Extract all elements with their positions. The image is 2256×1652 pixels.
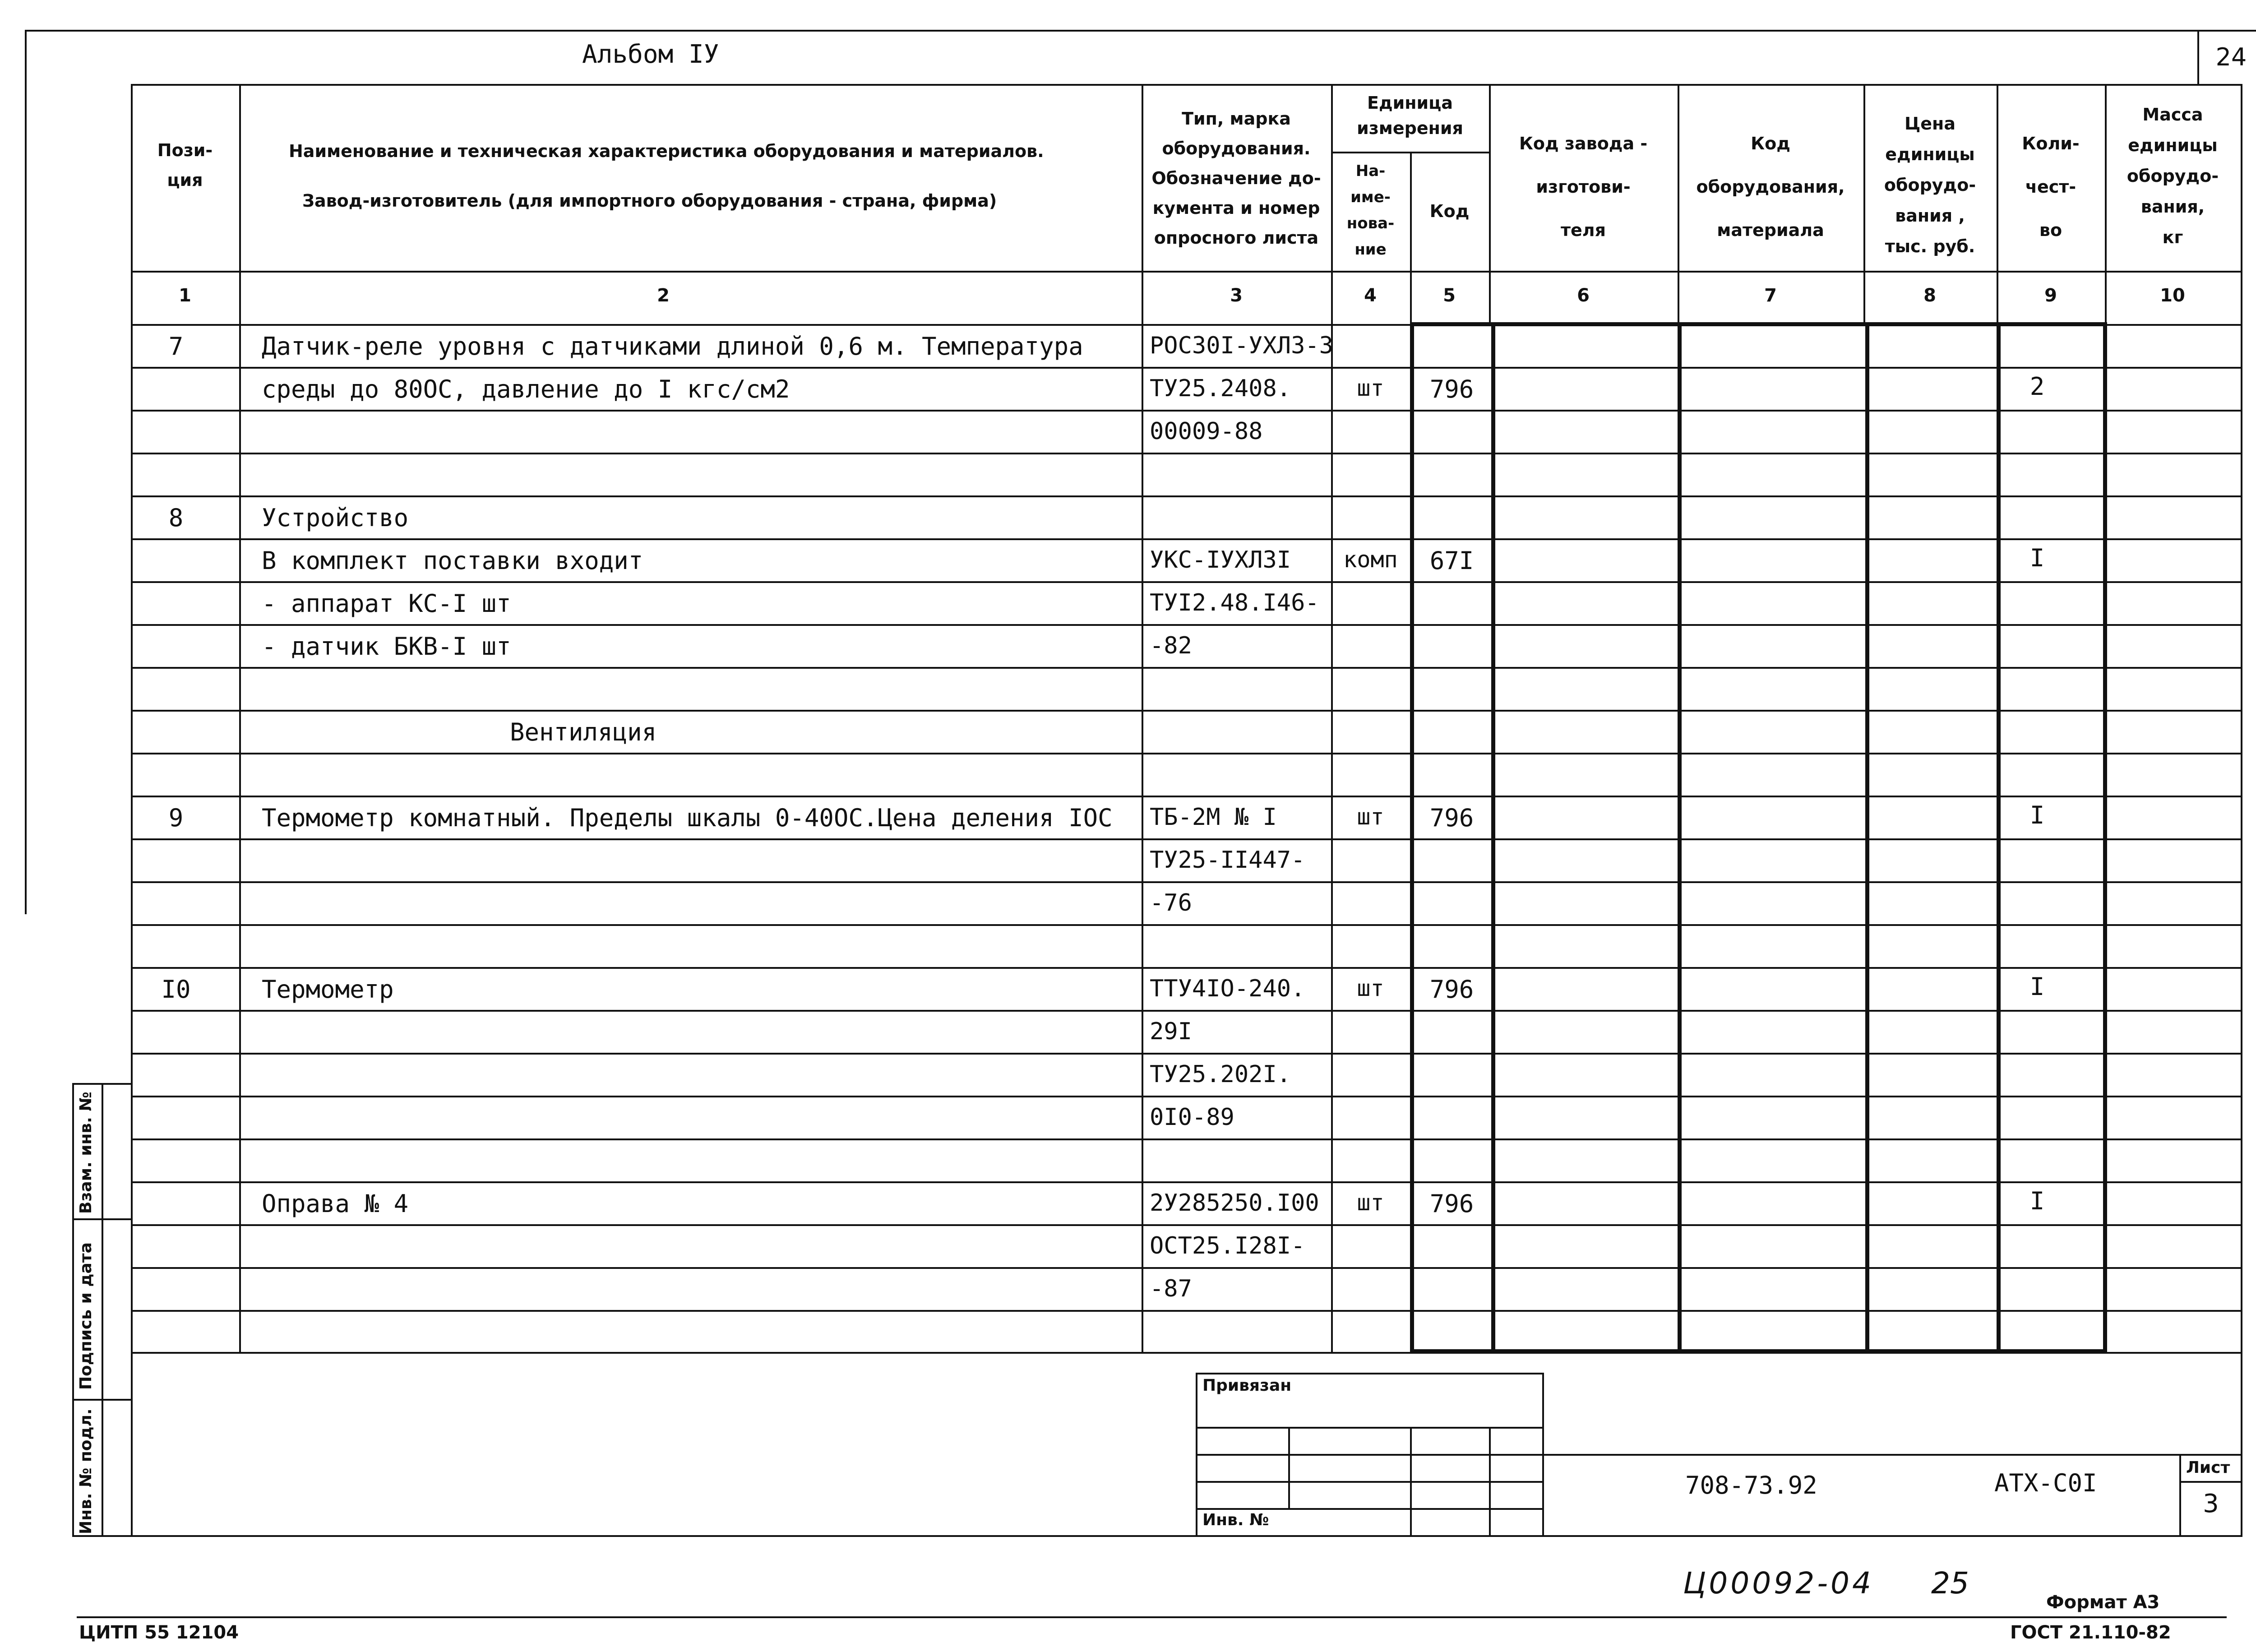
- header-equip-code: Код оборудования, материала: [1696, 134, 1845, 240]
- document-code: 708-73.92: [1685, 1471, 1817, 1499]
- row-type: 2У285250.I00: [1150, 1189, 1319, 1217]
- unit-group-divider: [1331, 152, 1489, 153]
- format-label: Формат А3: [2046, 1592, 2160, 1613]
- sheet-number: 3: [2203, 1489, 2219, 1518]
- header-mass: Масса единицы оборудо- вания, кг: [2127, 105, 2219, 247]
- row-type: -76: [1150, 889, 1192, 916]
- row-type: ТУI2.48.I46-: [1150, 589, 1319, 616]
- row-qty: I: [2029, 544, 2045, 572]
- row-name: - аппарат КС-I шт: [262, 589, 511, 618]
- table-row: [0, 1267, 2256, 1310]
- table-row: [0, 1053, 2256, 1096]
- attached-block-top: [1196, 1373, 1543, 1374]
- table-row: [0, 967, 2256, 1010]
- title-block-top: [1542, 1454, 2242, 1456]
- table-row: [0, 838, 2256, 881]
- row-type: РОС30I-УХЛ3-3: [1150, 332, 1333, 359]
- page-number: 24: [2215, 43, 2247, 71]
- column-number: 7: [1764, 285, 1777, 306]
- row-type: 0I0-89: [1150, 1104, 1234, 1131]
- attached-block-row-3: [1196, 1481, 1543, 1483]
- table-row: [0, 538, 2256, 581]
- table-row: [0, 581, 2256, 624]
- handwritten-archive-code: Ц00092-04: [1683, 1566, 1874, 1601]
- header-qty: Коли- чест- во: [2022, 134, 2080, 240]
- row-type: УКС-IУХЛ3I: [1150, 546, 1291, 574]
- row-unit: шт: [1357, 1189, 1384, 1216]
- table-row: [0, 710, 2256, 753]
- column-number: 4: [1364, 285, 1377, 306]
- table-top: [131, 84, 2242, 86]
- side-label-inv-orig: Инв. № подл.: [77, 1408, 95, 1534]
- header-unit-group: Единица измерения: [1357, 93, 1463, 138]
- header-unit-code: Код: [1429, 201, 1470, 221]
- row-type: 29I: [1150, 1018, 1192, 1045]
- table-row: [0, 410, 2256, 453]
- column-number: 8: [1923, 285, 1936, 306]
- table-row: [0, 1010, 2256, 1053]
- side-block-div-1: [72, 1218, 131, 1220]
- side-block-top: [72, 1083, 131, 1085]
- row-position: 9: [168, 804, 184, 832]
- table-row: [0, 624, 2256, 667]
- table-row: [0, 796, 2256, 838]
- column-number: 3: [1230, 285, 1243, 306]
- attached-block-col-3: [1489, 1427, 1491, 1537]
- row-code: 67I: [1429, 546, 1474, 575]
- header-position: Пози- ция: [157, 140, 213, 190]
- row-position: I0: [161, 975, 191, 1004]
- cipt-label: ЦИТП 55 12104: [79, 1622, 239, 1643]
- row-unit: комп: [1343, 546, 1398, 573]
- column-number: 9: [2044, 285, 2057, 306]
- row-unit: шт: [1357, 375, 1384, 401]
- row-type: 00009-88: [1150, 418, 1263, 445]
- row-name: среды до 80ОС, давление до I кгс/см2: [262, 375, 790, 403]
- row-qty: I: [2029, 1187, 2045, 1215]
- side-label-replace-inv: Взам. инв. №: [77, 1092, 95, 1214]
- attached-block-row-4: [1196, 1508, 1543, 1510]
- row-qty: I: [2029, 801, 2045, 829]
- row-code: 796: [1429, 975, 1474, 1004]
- document-mark: АТХ-С0I: [1994, 1469, 2097, 1497]
- row-name: Термометр: [262, 975, 394, 1004]
- attached-label: Привязан: [1202, 1376, 1292, 1395]
- table-row: [0, 495, 2256, 538]
- table-row: [0, 924, 2256, 967]
- attached-block-col-1: [1288, 1427, 1290, 1508]
- row-qty: I: [2029, 972, 2045, 1001]
- column-number: 5: [1443, 285, 1456, 306]
- row-type: ТУ25.2408.: [1150, 375, 1291, 402]
- album-title: Альбом IУ: [582, 40, 719, 69]
- attached-block-col-2: [1410, 1427, 1412, 1537]
- row-name: Устройство: [262, 504, 409, 532]
- row-position: 8: [168, 504, 184, 532]
- attached-block-row-2: [1196, 1454, 1543, 1456]
- outer-frame-top: [25, 30, 2256, 32]
- row-qty: 2: [2029, 372, 2045, 401]
- sheet-box-divider: [2179, 1481, 2242, 1483]
- header-unit-name: На- име- нова- ние: [1346, 162, 1395, 259]
- outer-frame-bottom: [77, 1616, 2227, 1618]
- row-position: 7: [168, 332, 184, 361]
- header-price: Цена единицы оборудо- вания , тыс. руб.: [1884, 114, 1976, 256]
- table-row: [0, 1138, 2256, 1181]
- row-code: 796: [1429, 1189, 1474, 1218]
- table-row: [0, 1096, 2256, 1138]
- row-name: - датчик БКВ-I шт: [262, 632, 511, 661]
- row-type: ТБ-2М № I: [1150, 804, 1277, 831]
- side-label-signature-date: Подпись и дата: [77, 1242, 95, 1390]
- table-row: [0, 1310, 2256, 1353]
- attached-block-row-1: [1196, 1427, 1543, 1429]
- table-header-bottom: [131, 271, 2242, 273]
- row-name: Вентиляция: [510, 718, 657, 746]
- row-name: Термометр комнатный. Пределы шкалы 0-40ОС.Цена деления IОС: [262, 804, 1113, 832]
- column-number: 2: [657, 285, 670, 306]
- row-unit: шт: [1357, 804, 1384, 830]
- row-type: ОСТ25.I28I-: [1150, 1232, 1305, 1259]
- sheet-label: Лист: [2186, 1458, 2230, 1477]
- table-row: [0, 881, 2256, 924]
- row-unit: шт: [1357, 975, 1384, 1001]
- header-type: Тип, марка оборудования. Обозначение до- кумента и номер опросного листа: [1151, 109, 1321, 248]
- row-name: Датчик-реле уровня с датчиками длиной 0,6 м. Температура: [262, 332, 1083, 361]
- table-row: [0, 753, 2256, 796]
- table-row: [0, 367, 2256, 410]
- handwritten-number: 25: [1931, 1566, 1969, 1601]
- header-name: Наименование и техническая характеристика оборудования и материалов. Завод-изготовитель (для импортного оборудования - страна, фирма): [289, 141, 1044, 211]
- gost-label: ГОСТ 21.110-82: [2010, 1622, 2171, 1643]
- header-plant-code: Код завода - изготови- теля: [1519, 134, 1648, 240]
- side-block-div-2: [72, 1399, 131, 1401]
- column-number: 1: [179, 285, 191, 306]
- row-name: Оправа № 4: [262, 1189, 409, 1218]
- table-row: [0, 324, 2256, 367]
- table-row: [0, 453, 2256, 495]
- side-block-left: [72, 1083, 74, 1537]
- side-block-right: [102, 1083, 103, 1537]
- inv-number-label: Инв. №: [1202, 1511, 1269, 1529]
- table-row: [0, 667, 2256, 710]
- stamp-area-bottom: [72, 1535, 2242, 1537]
- column-number: 10: [2160, 285, 2185, 306]
- row-type: -82: [1150, 632, 1192, 659]
- table-row: [0, 1181, 2256, 1224]
- row-type: ТУ25-II447-: [1150, 847, 1305, 874]
- row-code: 796: [1429, 804, 1474, 832]
- row-type: ТТУ4IО-240.: [1150, 975, 1305, 1002]
- row-type: ТУ25.202I.: [1150, 1061, 1291, 1088]
- table-row: [0, 1224, 2256, 1267]
- row-type: -87: [1150, 1275, 1192, 1302]
- row-code: 796: [1429, 375, 1474, 403]
- row-name: В комплект поставки входит: [262, 546, 643, 575]
- column-number: 6: [1577, 285, 1590, 306]
